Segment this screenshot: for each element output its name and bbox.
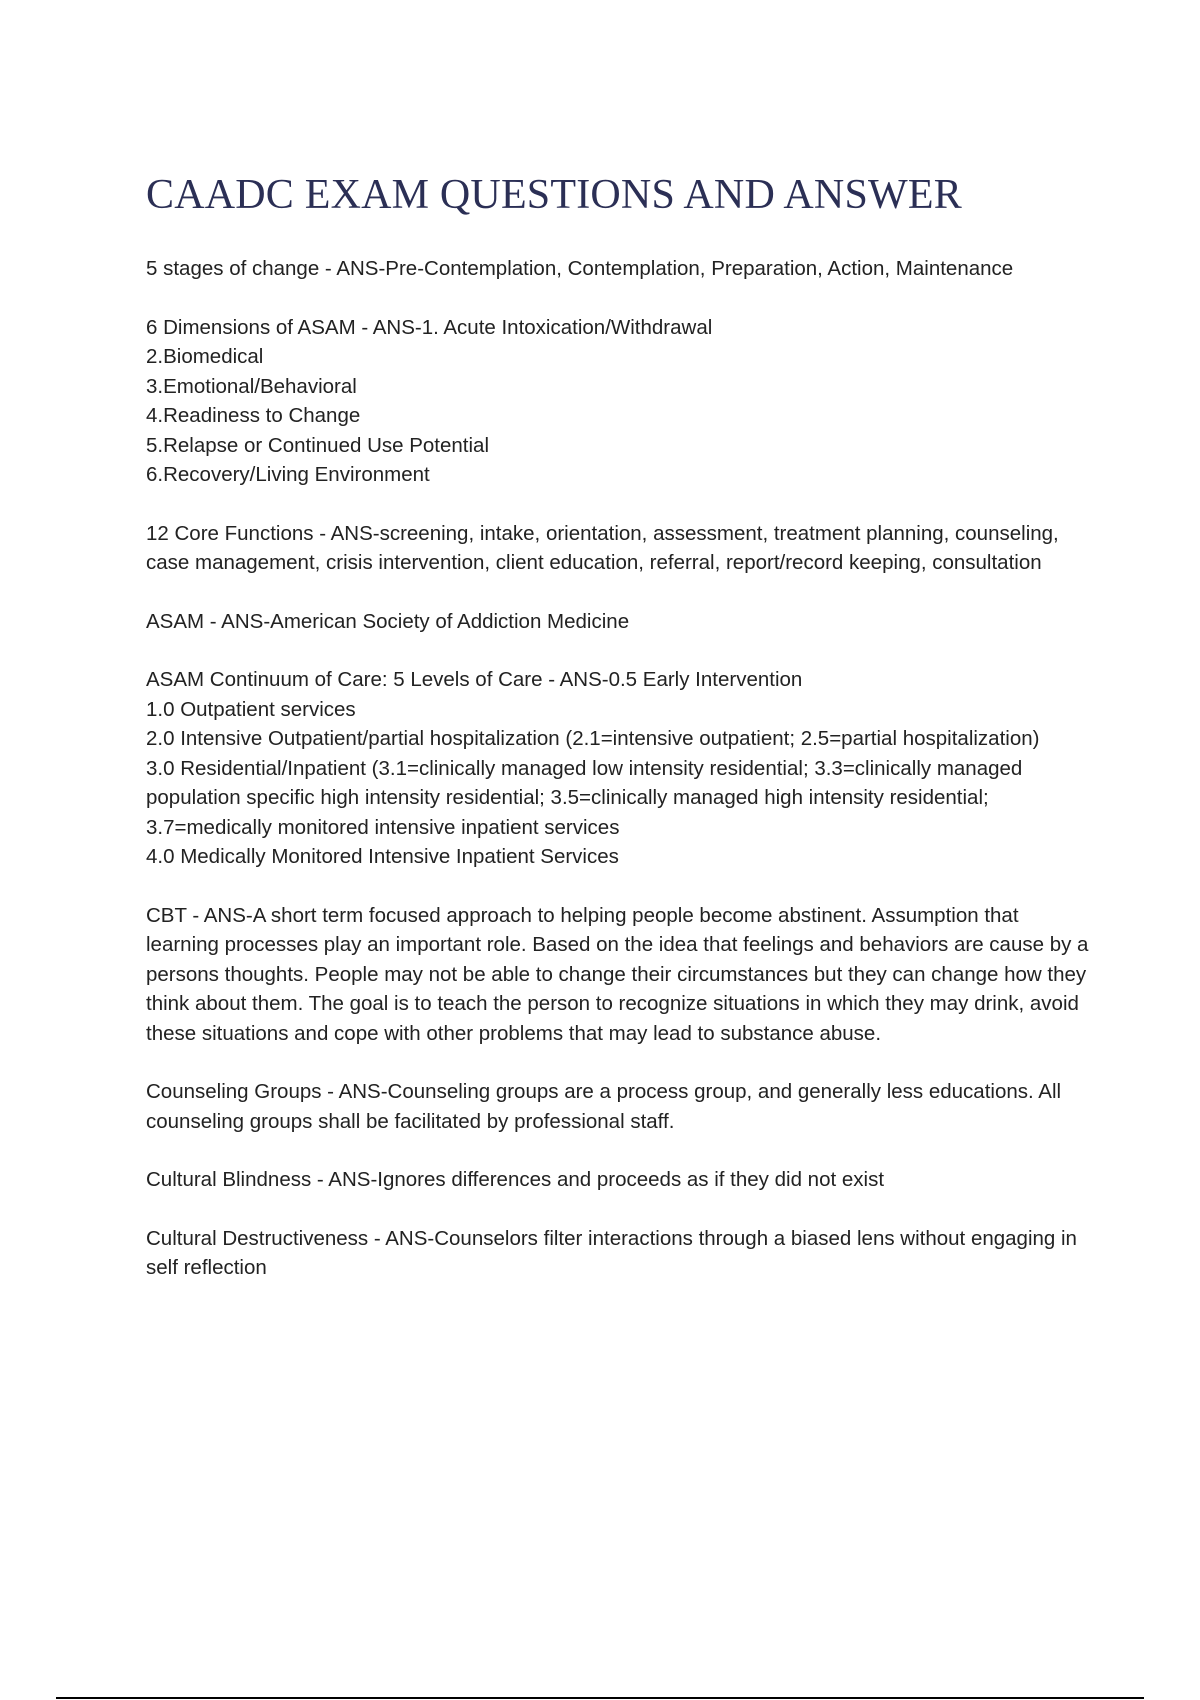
entry-line: 6 Dimensions of ASAM - ANS-1. Acute Intoxication/Withdrawal [146, 315, 713, 339]
entry-line: 3.Emotional/Behavioral [146, 374, 357, 398]
document-page [146, 170, 1096, 1312]
entry-line: CBT - ANS-A short term focused approach to helping people become abstinent. Assumption that learning processes play an important role. Based on the idea that feelings and behaviors are cause by a persons thoughts. People may not be able to change their circumstances but they can change how they think about them. The goal is to teach the person to recognize situations in which they may drink, avoid these situations and cope with other problems that may lead to substance abuse. [146, 903, 1089, 1045]
document-title: CAADC EXAM QUESTIONS AND ANSWER [146, 172, 962, 218]
qa-entry-cultural-destructiveness [146, 1224, 1096, 1283]
entry-line: 4.Readiness to Change [146, 404, 361, 428]
entry-line: ASAM Continuum of Care: 5 Levels of Care - ANS-0.5 Early Intervention [146, 668, 803, 692]
entry-line: 4.0 Medically Monitored Intensive Inpatient Services [146, 845, 619, 869]
entry-line: Cultural Destructiveness - ANS-Counselors filter interactions through a biased lens without engaging in self reflection [146, 1226, 1077, 1280]
entry-line: Cultural Blindness - ANS-Ignores differences and proceeds as if they did not exist [146, 1168, 885, 1192]
entry-line: 5 stages of change - ANS-Pre-Contemplation, Contemplation, Preparation, Action, Maintenance [146, 257, 1014, 281]
qa-entry-cbt [146, 901, 1096, 1049]
qa-entry-core-functions [146, 519, 1096, 578]
entry-line: 6.Recovery/Living Environment [146, 463, 430, 487]
qa-entry-counseling-groups [146, 1077, 1096, 1136]
qa-entry-cultural-blindness [146, 1165, 1096, 1195]
entry-line: ASAM - ANS-American Society of Addiction Medicine [146, 609, 630, 633]
qa-entry-stages-of-change [146, 254, 1096, 284]
entry-line: 2.Biomedical [146, 345, 264, 369]
qa-entry-asam-dimensions [146, 313, 1096, 490]
entry-line: 12 Core Functions - ANS-screening, intake, orientation, assessment, treatment planning, counseling, case management, crisis intervention, client education, referral, report/record keeping, consultation [146, 521, 1059, 575]
qa-entry-asam [146, 607, 1096, 637]
entry-line: 3.0 Residential/Inpatient (3.1=clinically managed low intensity residential; 3.3=clinically managed population specific high intensity residential; 3.5=clinically managed high intensity residential; 3.7=medically monitored intensive inpatient services [146, 756, 1023, 839]
entry-line: 2.0 Intensive Outpatient/partial hospitalization (2.1=intensive outpatient; 2.5=partial hospitalization) [146, 727, 1040, 751]
entry-line: Counseling Groups - ANS-Counseling groups are a process group, and generally less educations. All counseling groups shall be facilitated by professional staff. [146, 1080, 1062, 1133]
footer-divider [56, 1697, 1144, 1699]
entry-line: 5.Relapse or Continued Use Potential [146, 433, 490, 457]
qa-entry-asam-levels-of-care [146, 665, 1096, 872]
entry-line: 1.0 Outpatient services [146, 697, 356, 721]
